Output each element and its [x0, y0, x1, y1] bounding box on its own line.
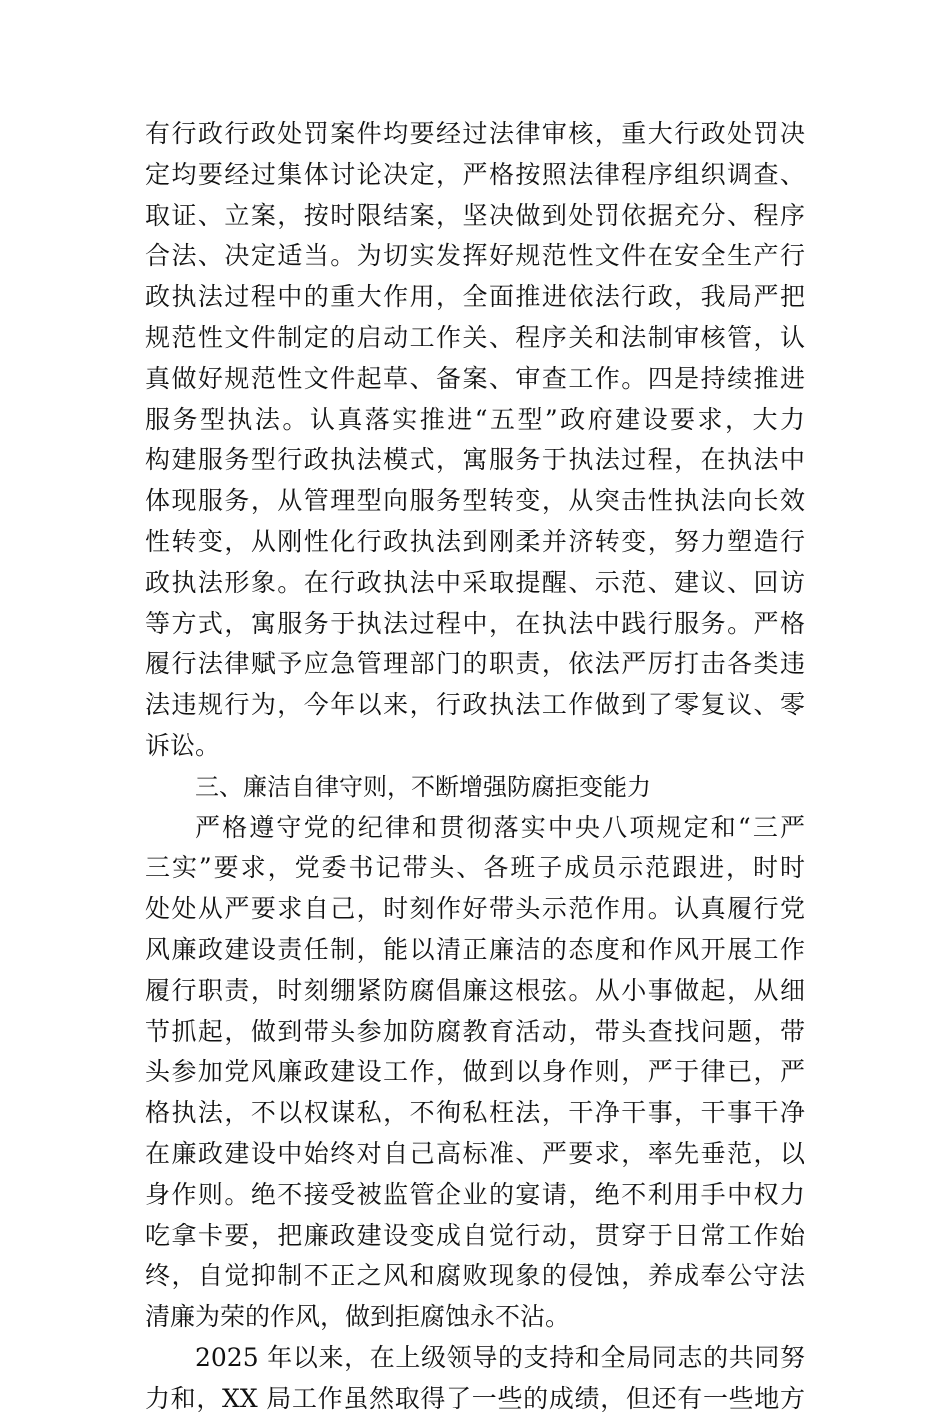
- paragraph1-line: 服务型执法。认真落实推进“五型”政府建设要求，大力: [145, 405, 805, 434]
- paragraph2-line: 格执法，不以权谋私，不徇私枉法，干净干事，干事干净: [145, 1098, 805, 1127]
- paragraph2-line: 处处从严要求自己，时刻作好带头示范作用。认真履行党: [145, 894, 805, 923]
- paragraph1-line: 政执法形象。在行政执法中采取提醒、示范、建议、回访: [145, 568, 805, 597]
- paragraph1-line: 体现服务，从管理型向服务型转变，从突击性执法向长效: [145, 486, 805, 515]
- paragraph1-line: 构建服务型行政执法模式，寓服务于执法过程，在执法中: [145, 445, 805, 474]
- paragraph3-line: 力和，XX 局工作虽然取得了一些的成绩，但还有一些地方: [145, 1384, 805, 1413]
- paragraph2-line: 节抓起，做到带头参加防腐教育活动，带头查找问题，带: [145, 1017, 805, 1046]
- paragraph1-line: 有行政行政处罚案件均要经过法律审核，重大行政处罚决: [145, 119, 805, 148]
- paragraph2-line: 风廉政建设责任制，能以清正廉洁的态度和作风开展工作: [145, 935, 805, 964]
- paragraph1-line: 规范性文件制定的启动工作关、程序关和法制审核管，认: [145, 323, 805, 352]
- paragraph2-line: 吃拿卡要，把廉政建设变成自觉行动，贯穿于日常工作始: [145, 1221, 805, 1250]
- paragraph1-line: 取证、立案，按时限结案，坚决做到处罚依据充分、程序: [145, 201, 805, 230]
- paragraph2-line: 头参加党风廉政建设工作，做到以身作则，严于律已，严: [145, 1057, 805, 1086]
- paragraph1-line: 合法、决定适当。为切实发挥好规范性文件在安全生产行: [145, 241, 805, 270]
- paragraph2-line: 清廉为荣的作风，做到拒腐蚀永不沾。: [145, 1302, 571, 1331]
- paragraph1-line: 政执法过程中的重大作用，全面推进依法行政，我局严把: [145, 282, 805, 311]
- paragraph2-line: 在廉政建设中始终对自己高标准、严要求，率先垂范，以: [145, 1139, 805, 1168]
- paragraph2-line: 终，自觉抑制不正之风和腐败现象的侵蚀，养成奉公守法: [145, 1261, 805, 1290]
- paragraph1-line: 定均要经过集体讨论决定，严格按照法律程序组织调查、: [145, 160, 805, 189]
- paragraph1-line: 等方式，寓服务于执法过程中，在执法中践行服务。严格: [145, 609, 805, 638]
- paragraph2-line: 三实”要求，党委书记带头、各班子成员示范跟进，时时: [145, 853, 805, 882]
- paragraph1-line: 性转变，从刚性化行政执法到刚柔并济转变，努力塑造行: [145, 527, 805, 556]
- paragraph2-line: 履行职责，时刻绷紧防腐倡廉这根弦。从小事做起，从细: [145, 976, 805, 1005]
- paragraph2-line: 身作则。绝不接受被监管企业的宴请，绝不利用手中权力: [145, 1180, 805, 1209]
- section-heading: 三、廉洁自律守则，不断增强防腐拒变能力: [195, 773, 651, 801]
- paragraph1-line: 法违规行为，今年以来，行政执法工作做到了零复议、零: [145, 690, 805, 719]
- paragraph2-line: 严格遵守党的纪律和贯彻落实中央八项规定和“三严: [195, 813, 805, 842]
- paragraph1-line: 真做好规范性文件起草、备案、审查工作。四是持续推进: [145, 364, 805, 393]
- paragraph1-line: 履行法律赋予应急管理部门的职责，依法严厉打击各类违: [145, 649, 805, 678]
- paragraph3-line: 2025 年以来，在上级领导的支持和全局同志的共同努: [195, 1343, 805, 1372]
- paragraph1-line: 诉讼。: [145, 731, 221, 760]
